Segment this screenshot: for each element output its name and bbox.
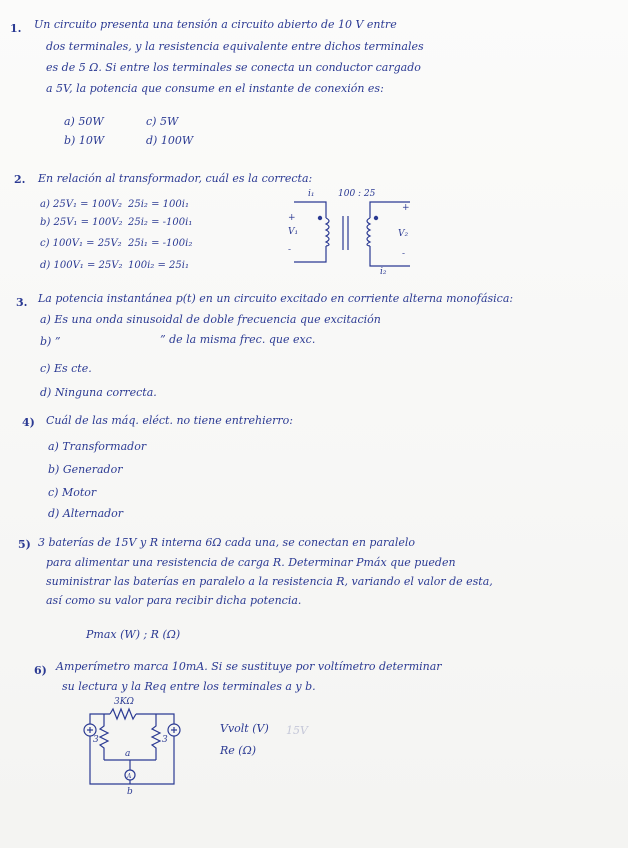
q3-option-d: d) Ninguna correcta. [40, 386, 157, 399]
q2-option-c-1: c) 100V₁ = 25V₂ [40, 238, 122, 249]
q5-line-3: suministrar las baterías en paralelo a la resistencia R, variando el valor de esta, [46, 575, 493, 588]
top-resistor-icon [110, 709, 136, 719]
top-left-wire [90, 714, 110, 724]
q2-option-c-2: 25i₁ = -100i₂ [128, 238, 193, 249]
q6-answer-req: Re (Ω) [220, 744, 256, 757]
label-meter: A [127, 773, 132, 780]
q1-option-d: d) 100W [146, 134, 194, 147]
q5-answer-fields: Pmax (W) ; R (Ω) [86, 628, 181, 641]
q6-line-1: Amperímetro marca 10mA. Si se sustituye por voltímetro determinar [56, 660, 442, 673]
q4-option-a: a) Transformador [48, 440, 147, 453]
q1-option-b: b) 10W [64, 134, 105, 147]
q3-title: La potencia instantánea p(t) en un circuito excitado en corriente alterna monofásica: [38, 292, 514, 305]
primary-coil-icon [326, 218, 329, 246]
q6-answer-volt: Vvolt (V) [220, 722, 269, 735]
label-i2: i₂ [380, 267, 387, 277]
secondary-coil-icon [367, 218, 370, 246]
q2-option-b-2: 25i₂ = -100i₁ [128, 217, 193, 228]
q1-option-c: c) 5W [146, 115, 179, 128]
q1-line-2: dos terminales, y la resistencia equivalente entre dichos terminales [46, 40, 424, 53]
label-minus-left: - [288, 245, 292, 255]
q3-option-b-text: ” de la misma frec. que exc. [160, 333, 316, 346]
secondary-dot-icon [374, 216, 377, 219]
q5-line-4: así como su valor para recibir dicha potencia. [46, 594, 302, 607]
q5-number: 5) [18, 538, 31, 551]
q5-line-1: 3 baterías de 15V y R interna 6Ω cada una, se conectan en paralelo [38, 536, 415, 549]
q1-line-4: a 5V, la potencia que consume en el instante de conexión es: [46, 82, 384, 95]
right-resistor-icon [152, 714, 160, 760]
q2-option-d-1: d) 100V₁ = 25V₂ [40, 260, 123, 271]
q2-option-d-2: 100i₂ = 25i₁ [128, 260, 189, 271]
label-r-top: 3KΩ [114, 697, 134, 707]
label-plus-right: + [402, 203, 410, 213]
q4-title: Cuál de las máq. eléct. no tiene entrehierro: [46, 414, 293, 427]
q3-option-b-label: b) ” [40, 335, 61, 348]
q4-option-b: b) Generador [48, 463, 123, 476]
q2-option-b-1: b) 25V₁ = 100V₂ [40, 217, 123, 228]
q5-line-2: para alimentar una resistencia de carga R. Determinar Pmáx que pueden [46, 556, 456, 569]
transformer-diagram [280, 184, 430, 276]
label-r-right: 3 [162, 735, 168, 745]
label-plus-left: + [288, 213, 296, 223]
q4-option-d: d) Alternador [48, 507, 124, 520]
q3-option-c: c) Es cte. [40, 362, 92, 375]
q6-number: 6) [34, 664, 47, 677]
label-v1: V₁ [288, 227, 299, 237]
q1-line-1: Un circuito presenta una tensión a circuito abierto de 10 V entre [34, 18, 397, 31]
label-node-b: b [127, 787, 133, 797]
q4-number: 4) [22, 416, 35, 429]
q2-title: En relación al transformador, cuál es la correcta: [38, 172, 313, 185]
q3-option-a: a) Es una onda sinusoidal de doble frecuencia que excitación [40, 313, 381, 326]
q1-option-a: a) 50W [64, 115, 104, 128]
label-ratio: 100 : 25 [338, 189, 376, 199]
left-resistor-icon [100, 714, 108, 760]
primary-bottom-wire [294, 246, 326, 262]
primary-dot-icon [318, 216, 321, 219]
q2-option-a-2: 25i₂ = 100i₁ [128, 199, 189, 210]
label-node-a: a [125, 749, 131, 759]
q3-number: 3. [16, 296, 28, 309]
label-r-left: 3 [93, 735, 99, 745]
q1-number: 1. [10, 22, 22, 35]
q6-line-2: su lectura y la Req entre los terminales a y b. [62, 680, 316, 693]
q4-option-c: c) Motor [48, 486, 97, 499]
q6-faint-note: 15V [286, 724, 308, 737]
label-minus-right: - [402, 249, 406, 259]
label-i1: i₁ [308, 189, 315, 199]
top-right-wire [136, 714, 174, 724]
ammeter-circuit-diagram [76, 694, 190, 797]
q2-option-a-1: a) 25V₁ = 100V₂ [40, 199, 123, 210]
label-v2: V₂ [398, 229, 409, 239]
primary-top-wire [294, 202, 326, 218]
q1-line-3: es de 5 Ω. Si entre los terminales se conecta un conductor cargado [46, 61, 421, 74]
q2-number: 2. [14, 173, 26, 186]
